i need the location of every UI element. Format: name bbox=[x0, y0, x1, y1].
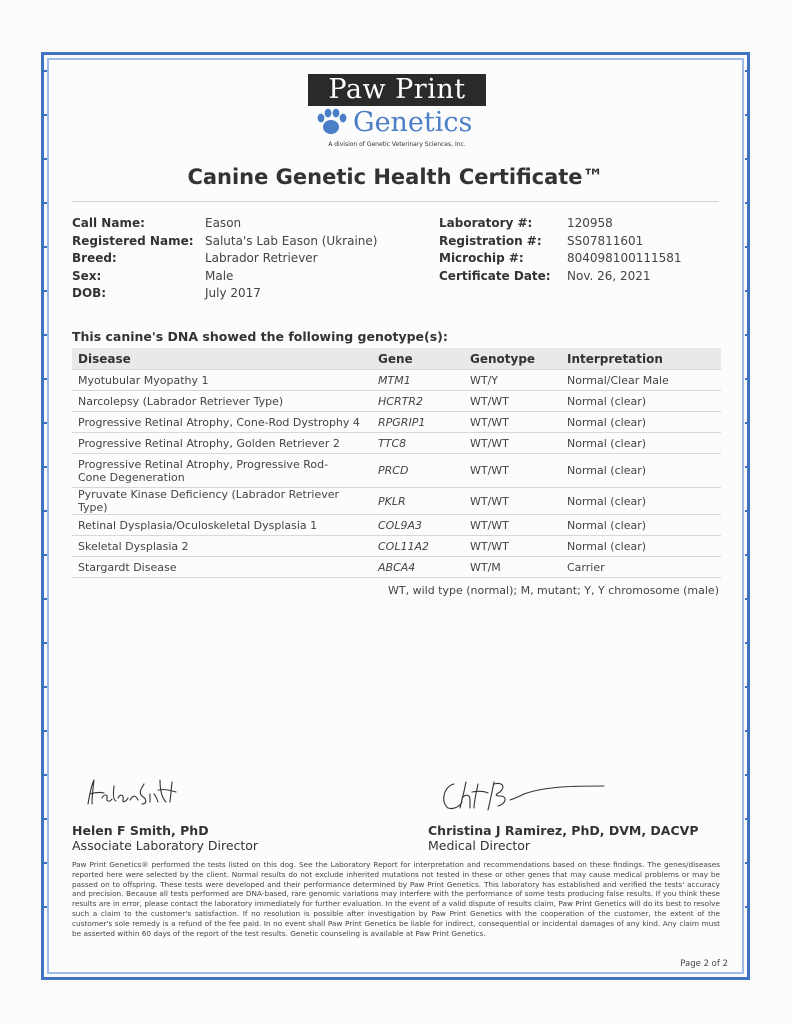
cell-genotype: WT/Y bbox=[464, 370, 561, 391]
registered-name-value: Saluta's Lab Eason (Ukraine) bbox=[205, 233, 378, 248]
registration-number-value: SS07811601 bbox=[567, 233, 644, 248]
sex-value: Male bbox=[205, 268, 234, 283]
call-name-label: Call Name: bbox=[72, 216, 145, 230]
cell-disease: Pyruvate Kinase Deficiency (Labrador Retriever Type) bbox=[72, 488, 372, 515]
table-header-row bbox=[72, 348, 721, 370]
signatory-2-name: Christina J Ramirez, PhD, DVM, DACVP bbox=[428, 823, 699, 838]
logo-top-text: Paw Print bbox=[308, 74, 486, 106]
cell-interpretation: Normal (clear) bbox=[561, 412, 721, 433]
genotype-legend: WT, wild type (normal); M, mutant; Y, Y chromosome (male) bbox=[388, 584, 719, 597]
cell-genotype: WT/WT bbox=[464, 515, 561, 536]
cell-gene: PKLR bbox=[372, 488, 464, 515]
cell-interpretation: Normal (clear) bbox=[561, 391, 721, 412]
table-row bbox=[72, 391, 721, 412]
table-row bbox=[72, 433, 721, 454]
dob-value: July 2017 bbox=[205, 286, 261, 300]
microchip-number-value: 804098100111581 bbox=[567, 251, 682, 265]
laboratory-number-label: Laboratory #: bbox=[439, 216, 533, 230]
lab-info-block bbox=[439, 215, 699, 285]
border-dashes-right bbox=[745, 70, 749, 950]
cell-disease: Progressive Retinal Atrophy, Golden Retriever 2 bbox=[72, 433, 372, 454]
cell-gene: ABCA4 bbox=[372, 557, 464, 578]
header-interpretation: Interpretation bbox=[561, 348, 721, 370]
genotype-section-heading: This canine's DNA showed the following genotype(s): bbox=[72, 329, 448, 344]
cell-disease: Progressive Retinal Atrophy, Cone-Rod Dystrophy 4 bbox=[72, 412, 372, 433]
cell-genotype: WT/WT bbox=[464, 536, 561, 557]
cell-gene: MTM1 bbox=[372, 370, 464, 391]
breed-label: Breed: bbox=[72, 251, 117, 265]
table-row bbox=[72, 488, 721, 515]
cell-disease: Progressive Retinal Atrophy, Progressive Rod-Cone Degeneration bbox=[72, 454, 372, 488]
cell-gene: HCRTR2 bbox=[372, 391, 464, 412]
table-row bbox=[72, 454, 721, 488]
sex-label: Sex: bbox=[72, 268, 102, 283]
registered-name-label: Registered Name: bbox=[72, 233, 194, 248]
header-gene: Gene bbox=[372, 348, 464, 370]
signature-christina-ramirez bbox=[436, 776, 606, 816]
table-row bbox=[72, 557, 721, 578]
cell-genotype: WT/WT bbox=[464, 412, 561, 433]
cell-gene: PRCD bbox=[372, 454, 464, 488]
laboratory-number-value: 120958 bbox=[567, 216, 613, 230]
paw-print-genetics-logo bbox=[308, 74, 486, 152]
certificate-date-value: Nov. 26, 2021 bbox=[567, 268, 651, 283]
call-name-value: Eason bbox=[205, 216, 242, 230]
breed-value: Labrador Retriever bbox=[205, 251, 318, 265]
dog-info-block bbox=[72, 215, 378, 303]
cell-interpretation: Normal (clear) bbox=[561, 515, 721, 536]
cell-genotype: WT/WT bbox=[464, 454, 561, 488]
cell-disease: Stargardt Disease bbox=[72, 557, 372, 578]
cell-interpretation: Normal (clear) bbox=[561, 454, 721, 488]
cell-gene: TTC8 bbox=[372, 433, 464, 454]
cell-genotype: WT/WT bbox=[464, 433, 561, 454]
cell-interpretation: Normal (clear) bbox=[561, 536, 721, 557]
logo-bottom-text: Genetics bbox=[353, 107, 473, 138]
cell-gene: RPGRIP1 bbox=[372, 412, 464, 433]
title-divider bbox=[72, 201, 719, 202]
header-disease: Disease bbox=[72, 348, 372, 370]
cell-disease: Narcolepsy (Labrador Retriever Type) bbox=[72, 391, 372, 412]
legal-disclaimer: Paw Print Genetics® performed the tests listed on this dog. See the Laboratory Report for interpretation and recommendations based on these findings. The genes/diseases reported here were selected by the client. Normal results do not exclude inherited mutations not tested in these or other genes that may cause medical problems or may be passed on to offspring. These tests were developed and their performance determined by Paw Print Genetics. This laboratory has established and verified the tests' accuracy and precision. Because all tests performed are DNA-based, rare genomic variations may interfere with the performance of some tests producing false results. If you think these results are in error, please contact the laboratory immediately for further evaluation. In the event of a valid dispute of results claim, Paw Print Genetics will do its best to resolve such a claim to the customer's satisfaction. If no resolution is possible after investigation by Paw Print Genetics with the cooperation of the customer, the extent of the customer's sole remedy is a refund of the fee paid. In no event shall Paw Print Genetics be liable for indirect, consequential or incidental damages of any kind. Any claim must be asserted within 60 days of the report of the test results. Genetic counseling is available at Paw Print Genetics. bbox=[72, 860, 720, 938]
genotype-table bbox=[72, 348, 721, 578]
cell-interpretation: Carrier bbox=[561, 557, 721, 578]
signatory-1-name: Helen F Smith, PhD bbox=[72, 823, 209, 838]
table-row bbox=[72, 536, 721, 557]
cell-disease: Myotubular Myopathy 1 bbox=[72, 370, 372, 391]
cell-disease: Skeletal Dysplasia 2 bbox=[72, 536, 372, 557]
registration-number-label: Registration #: bbox=[439, 233, 542, 248]
paw-print-icon bbox=[310, 107, 352, 137]
dob-label: DOB: bbox=[72, 286, 107, 300]
microchip-number-label: Microchip #: bbox=[439, 251, 524, 265]
header-genotype: Genotype bbox=[464, 348, 561, 370]
cell-interpretation: Normal (clear) bbox=[561, 488, 721, 515]
signature-helen-smith bbox=[84, 774, 194, 814]
cell-genotype: WT/M bbox=[464, 557, 561, 578]
border-dashes-left bbox=[43, 70, 47, 950]
cell-genotype: WT/WT bbox=[464, 488, 561, 515]
cell-gene: COL11A2 bbox=[372, 536, 464, 557]
signatory-2-role: Medical Director bbox=[428, 838, 531, 853]
logo-subtitle: A division of Genetic Veterinary Sciences, Inc. bbox=[328, 141, 466, 148]
cell-genotype: WT/WT bbox=[464, 391, 561, 412]
cell-gene: COL9A3 bbox=[372, 515, 464, 536]
cell-interpretation: Normal/Clear Male bbox=[561, 370, 721, 391]
cell-interpretation: Normal (clear) bbox=[561, 433, 721, 454]
certificate-date-label: Certificate Date: bbox=[439, 268, 551, 283]
cell-disease: Retinal Dysplasia/Oculoskeletal Dysplasia 1 bbox=[72, 515, 372, 536]
page-number: Page 2 of 2 bbox=[680, 959, 728, 969]
certificate-title: Canine Genetic Health Certificate™ bbox=[187, 165, 604, 189]
signatory-1-role: Associate Laboratory Director bbox=[72, 838, 259, 853]
table-row bbox=[72, 412, 721, 433]
table-row bbox=[72, 370, 721, 391]
table-row bbox=[72, 515, 721, 536]
